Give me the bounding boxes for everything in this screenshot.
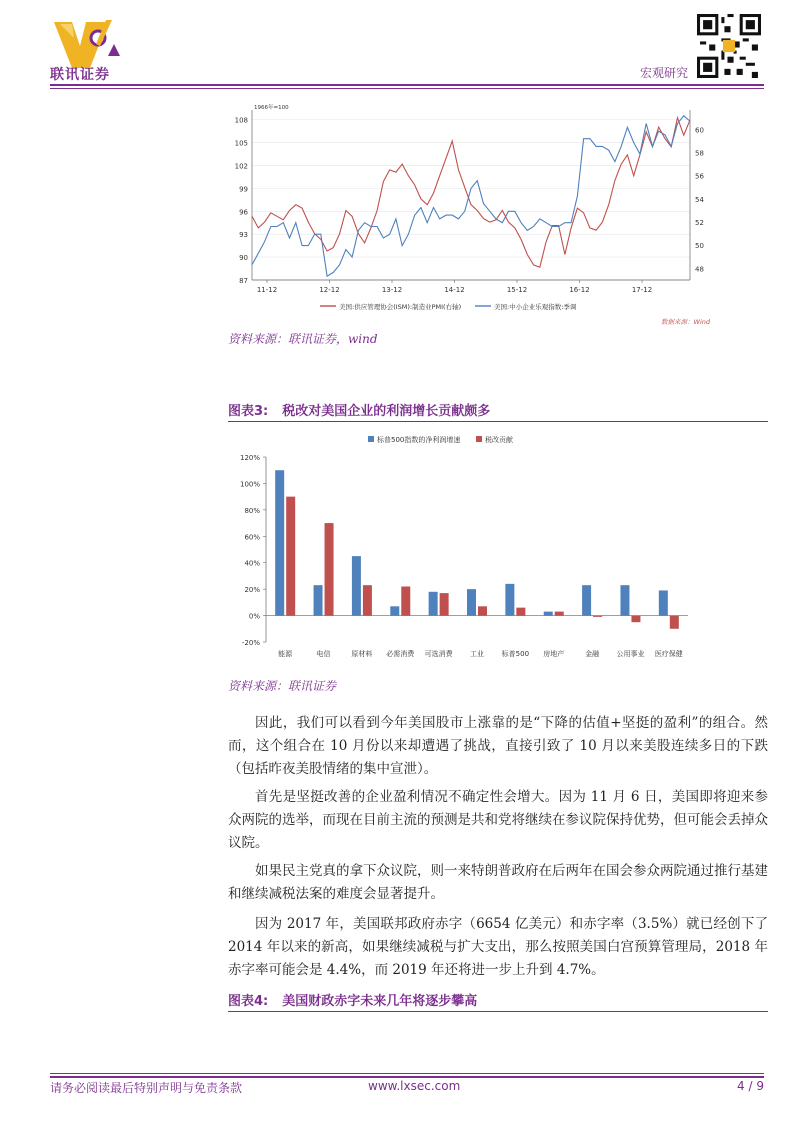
header-rule [50,84,764,86]
chart1-watermark: 数据来源：Wind [661,318,710,326]
chart2-x-label: 标普500 [501,650,530,658]
tax-reform-bar-chart [228,425,698,665]
chart2-y-tick: 100% [239,480,260,489]
figure4-title-text: 美国财政赤字未来几年将逐步攀高 [282,994,478,1009]
chart1-left-tick: 102 [234,162,248,171]
chart2-bar-0-6 [505,584,514,616]
chart2-y-tick: 20% [244,586,260,595]
chart2-y-tick: -20% [241,639,260,647]
chart2-bar-1-4 [440,593,449,615]
paragraph-4: 因为 2017 年，美国联邦政府赤字（6654 亿美元）和赤字率（3.5%）就已经创下了 2014 年以来的新高，如果继续减税与扩大支出，那么按照美国白宫预算管理局，2018 年赤字率可能会是 4.4%，而 2019 年还将进一步上升到 4.7%。 [228,916,768,978]
chart2-bar-1-9 [631,616,640,623]
figure3-title-text: 税改对美国企业的利润增长贡献颇多 [282,404,491,419]
figure3-number: 图表3: [228,404,269,419]
chart1-right-tick: 60 [695,126,704,135]
figure3-title [228,400,490,419]
chart1-left-tick: 90 [239,254,248,263]
paragraph-2: 首先是坚挺改善的企业盈利情况不确定性会增大。因为 11 月 6 日，美国即将迎来参众两院的选举，而现在目前主流的预测是共和党将继续在参议院保持优势，但可能会丢掉众议院。 [228,789,768,851]
figure4-title-rule [228,1011,768,1012]
chart2-y-tick: 0% [248,612,260,621]
chart2-legend-label-0: 标普500指数的净利润增速 [377,436,461,444]
footer-page-number: 4 / 9 [737,1079,764,1093]
chart1-left-tick: 99 [239,185,248,194]
chart2-legend-swatch-0 [368,436,374,442]
chart2-x-label: 能源 [278,650,293,658]
chart1-right-tick: 50 [695,242,704,251]
chart2-x-label: 可选消费 [424,650,453,658]
figure4-title [228,990,477,1009]
chart2-bar-1-6 [516,608,525,616]
chart1-series-line-1 [252,116,690,276]
chart2-x-label: 医疗保健 [654,650,683,658]
chart2-y-tick: 80% [244,506,260,515]
chart1-x-tick: 13-12 [381,286,403,294]
footer-rule [50,1073,764,1074]
chart2-x-label: 金融 [585,650,600,658]
chart1-right-tick: 48 [695,265,704,274]
chart1-left-tick: 87 [239,277,248,285]
chart1-x-tick: 15-12 [506,286,528,294]
footer-disclaimer: 请务必阅读最后特别声明与免责条款 [50,1081,243,1095]
chart2-bar-1-10 [670,616,679,629]
chart1-legend-label-1: 美国:中小企业乐观指数:季调 [494,303,577,311]
chart2-x-label: 原材料 [351,650,373,658]
chart1-top-note: 1966年=100 [254,105,289,111]
chart2-bar-0-8 [582,585,591,615]
figure3-source: 资料来源：联讯证券 [228,679,337,693]
chart2-x-label: 公用事业 [616,650,645,658]
chart2-bar-0-2 [352,556,361,615]
chart2-bar-0-0 [275,470,284,615]
chart1-x-tick: 16-12 [569,286,590,294]
chart1-right-tick: 56 [695,172,704,181]
chart1-left-tick: 108 [234,116,248,125]
chart1-right-tick: 54 [695,195,704,204]
chart2-legend-swatch-1 [476,436,482,442]
footer-website[interactable]: www.lxsec.com [368,1079,461,1093]
chart1-x-tick: 17-12 [631,286,653,294]
chart2-bar-1-2 [363,585,372,615]
chart1-left-tick: 93 [239,231,248,240]
chart1-x-tick: 11-12 [256,286,278,294]
chart2-bar-1-1 [325,523,334,616]
chart2-bar-0-4 [429,592,438,616]
chart2-y-tick: 60% [244,533,260,542]
qr-code-icon [697,14,761,78]
footer-rule-thick [50,1076,764,1078]
figure-prev-source: 资料来源：联讯证券，wind [228,332,378,346]
chart2-bar-0-10 [659,590,668,615]
paragraph-3: 如果民主党真的拿下众议院，则一来特朗普政府在后两年在国会参众两院通过推行基建和继续减税法案的难度会显著提升。 [228,863,768,902]
chart1-right-tick: 52 [695,219,704,228]
chart2-bar-0-1 [314,585,323,615]
chart2-bar-0-5 [467,589,476,615]
chart1-legend-label-0: 美国:供应管理协会(ISM):制造业PMI(右轴) [339,303,462,311]
chart2-bar-1-5 [478,606,487,615]
chart2-x-label: 房地产 [543,650,565,658]
chart2-bar-0-3 [390,606,399,615]
paragraph-1: 因此，我们可以看到今年美国股市上涨靠的是“下降的估值+坚挺的盈利”的组合。然而，这个组合在 10 月份以来却遭遇了挑战，直接引致了 10 月以来美股连续多日的下跌（包括昨夜美股情绪的集中宣泄）。 [228,715,768,777]
chart2-y-tick: 120% [239,454,260,462]
chart2-x-label: 电信 [316,650,331,658]
chart2-bar-0-7 [544,612,553,616]
chart2-x-label: 必需消费 [386,650,415,658]
header-rule-thin [50,88,764,89]
chart2-bar-1-7 [555,612,564,616]
logo-text: 联讯证券 [50,67,110,83]
figure3-title-rule [228,421,768,422]
chart2-bar-1-3 [401,587,410,616]
report-type: 宏观研究 [639,66,688,80]
chart2-bar-0-9 [620,585,629,615]
chart1-x-tick: 14-12 [444,286,465,294]
chart2-y-tick: 40% [244,559,260,568]
pmi-optimism-line-chart [220,100,715,328]
chart1-x-tick: 12-12 [319,286,340,294]
chart2-x-label: 工业 [470,650,484,658]
chart1-series-line-0 [252,118,690,267]
chart2-bar-1-8 [593,616,602,617]
chart2-bar-1-0 [286,497,295,616]
figure4-number: 图表4: [228,994,269,1009]
chart2-legend-label-1: 税改贡献 [485,436,513,444]
chart1-right-tick: 58 [695,149,704,158]
chart1-left-tick: 96 [239,208,248,217]
chart1-left-tick: 105 [234,139,248,148]
